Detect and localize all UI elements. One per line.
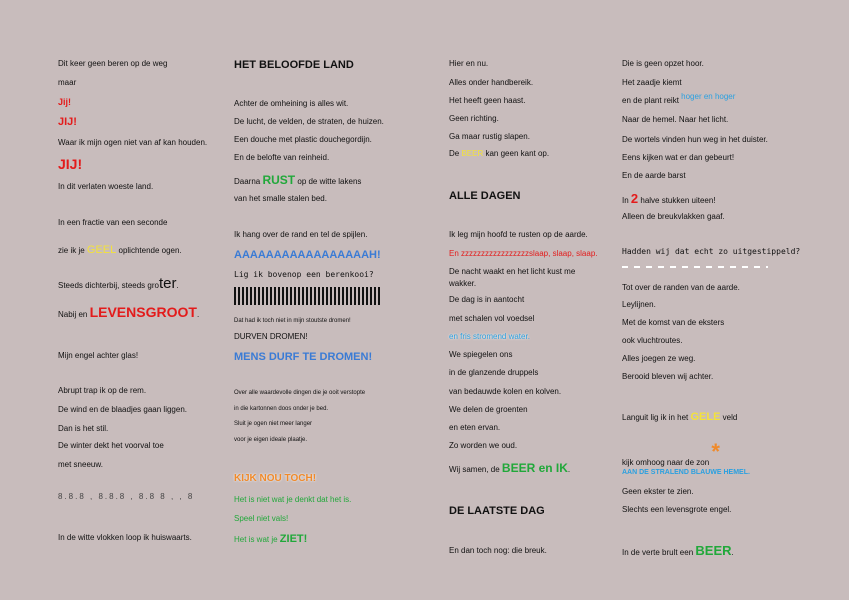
line-winter: De winter dekt het voorval toe (58, 441, 164, 450)
line-f3: De nacht waakt en het licht kust me (449, 267, 576, 276)
line-j1: Languit lig ik in het GELE veld (622, 411, 738, 423)
line-h2: Het zaadje kiemt (622, 78, 682, 87)
line-kijk: KIJK NOU TOCH! (234, 473, 317, 484)
line-c4: voor je eigen ideale plaatje. (234, 437, 308, 443)
line-j2: kijk omhoog naar de zon * (622, 439, 720, 467)
line-h6: Eens kijken wat er dan gebeurt! (622, 153, 735, 162)
col1-line: maar (58, 78, 77, 87)
col1-line: Jij! (58, 97, 72, 107)
line-f13: Zo worden we oud. (449, 441, 518, 450)
line-stil: Dan is het stil. (58, 424, 109, 433)
line-i6: Berooid bleven wij achter. (622, 372, 714, 381)
line-i2: Leylijnen. (622, 300, 656, 309)
title-alle-dagen: ALLE DAGEN (449, 190, 521, 202)
word-levensgroot: LEVENSGROOT (89, 304, 197, 320)
line-f8: We spiegelen ons (449, 350, 513, 359)
line-f10: van bedauwde kolen en kolven. (449, 387, 562, 396)
line-a1: Achter de omheining is alles wit. (234, 99, 349, 108)
word-ziet: ZIET! (279, 533, 308, 545)
line-a6: Ik hang over de rand en tel de spijlen. (234, 230, 368, 239)
cage-bars (234, 287, 380, 305)
line-i5: Alles joegen ze weg. (622, 354, 696, 363)
word-geel: GEEL (86, 244, 117, 256)
line-kooi: Lig ik bovenop een berenkooi? (234, 270, 374, 279)
col1-line: In een fractie van een seconde (58, 218, 168, 227)
snow-flakes: 8.8.8 , 8.8.8 , 8.8 8 , , 8 (58, 492, 195, 501)
line-h9: Alleen de breukvlakken gaaf. (622, 212, 725, 221)
line-j5: Slechts een levensgrote engel. (622, 505, 732, 514)
word-beer-final: BEER (695, 543, 732, 558)
line-b2: DURVEN DROMEN! (234, 332, 308, 341)
line-h8: In 2 halve stukken uiteen! (622, 191, 716, 206)
line-i3: Met de komst van de eksters (622, 318, 725, 327)
line-f4: wakker. (449, 279, 477, 288)
line-a4: En de belofte van reinheid. (234, 153, 330, 162)
word-beer: BEER (461, 149, 484, 158)
line-f12: en eten ervan. (449, 423, 501, 432)
line-f1: Ik leg mijn hoofd te rusten op de aarde. (449, 230, 588, 239)
line-f7: en fris stromend water. (449, 332, 530, 341)
line-huiswaarts: In de witte vlokken loop ik huiswaarts. (58, 533, 192, 542)
line-e5: Ga maar rustig slapen. (449, 132, 530, 141)
line-f2: En zzzzzzzzzzzzzzzzzslaap, slaap, slaap. (449, 249, 598, 258)
col1-line: JIJ! (58, 116, 77, 128)
line-e4: Geen richting. (449, 114, 499, 123)
line-sneeuw: met sneeuw. (58, 460, 103, 469)
line-rust: Daarna RUST op de witte lakens (234, 173, 362, 187)
word-gele: GELE (690, 411, 721, 423)
dotted-line (622, 266, 768, 268)
line-aaah: AAAAAAAAAAAAAAAAAH! (234, 249, 381, 261)
word-2: 2 (630, 191, 639, 206)
line-g1: En dan toch nog: die breuk. (449, 546, 547, 555)
line-engel: Mijn engel achter glas! (58, 351, 139, 360)
line-h1: Die is geen opzet hoor. (622, 59, 704, 68)
col1-line: JIJ! (58, 156, 83, 172)
line-d2: Speel niet vals! (234, 514, 289, 523)
line-i4: ook vluchtroutes. (622, 336, 683, 345)
line-a3: Een douche met plastic douchegordijn. (234, 135, 372, 144)
word-beer-en-ik: BEER en IK (501, 461, 568, 475)
col1-line: Waar ik mijn ogen niet van af kan houden. (58, 138, 208, 147)
sun-star-icon: * (711, 439, 720, 464)
col1-line: Dit keer geen beren op de weg (58, 59, 168, 68)
line-groter: Steeds dichterbij, steeds groter. (58, 275, 179, 292)
word-hoger: hoger en hoger (681, 92, 736, 101)
line-a5: van het smalle stalen bed. (234, 194, 327, 203)
line-f14: Wij samen, de BEER en IK. (449, 461, 571, 475)
col1-line: In dit verlaten woeste land. (58, 182, 154, 191)
line-e3: Het heeft geen haast. (449, 96, 526, 105)
line-e6: De BEER kan geen kant op. (449, 149, 550, 158)
line-j6: In de verte brult een BEER. (622, 543, 734, 558)
line-d1: Het is niet wat je denkt dat het is. (234, 495, 352, 504)
line-j3: AAN DE STRALEND BLAUWE HEMEL. (622, 469, 750, 476)
line-i1: Tot over de randen van de aarde. (622, 283, 740, 292)
line-c3: Sluit je ogen niet meer langer (234, 421, 313, 427)
line-e1: Hier en nu. (449, 59, 489, 68)
line-question: Hadden wij dat echt zo uitgestippeld? (622, 247, 801, 256)
line-d3: Het is wat je ZIET! (234, 533, 308, 545)
line-h7: En de aarde barst (622, 171, 686, 180)
line-f5: De dag is in aantocht (449, 295, 525, 304)
line-f11: We delen de groenten (449, 405, 528, 414)
line-f6: met schalen vol voedsel (449, 314, 535, 323)
line-c2: in die kartonnen doos onder je bed. (234, 406, 329, 412)
line-h3: en de plant reikt hoger en hoger (622, 92, 736, 105)
line-h4: Naar de hemel. Naar het licht. (622, 115, 729, 124)
line-b1: Dat had ik toch niet in mijn stoutste dromen! (234, 318, 351, 324)
line-j4: Geen ekster te zien. (622, 487, 694, 496)
line-f9: in de glanzende druppels (449, 368, 539, 377)
line-h5: De wortels vinden hun weg in het duister. (622, 135, 768, 144)
title-beloofde-land: HET BELOOFDE LAND (234, 59, 354, 71)
line-geel: zie ik je GEEL oplichtende ogen. (58, 244, 182, 256)
word-groter: ter (158, 275, 177, 292)
line-rem: Abrupt trap ik op de rem. (58, 386, 147, 395)
line-wind: De wind en de blaadjes gaan liggen. (58, 405, 187, 414)
line-b3: MENS DURF TE DROMEN! (234, 351, 373, 363)
line-levensgroot: Nabij en LEVENSGROOT. (58, 304, 200, 320)
line-a2: De lucht, de velden, de straten, de huizen. (234, 117, 384, 126)
line-e2: Alles onder handbereik. (449, 78, 534, 87)
title-laatste-dag: DE LAATSTE DAG (449, 505, 545, 517)
line-c1: Over alle waardevolle dingen die je ooit verstopte (234, 390, 366, 396)
word-rust: RUST (262, 173, 296, 187)
